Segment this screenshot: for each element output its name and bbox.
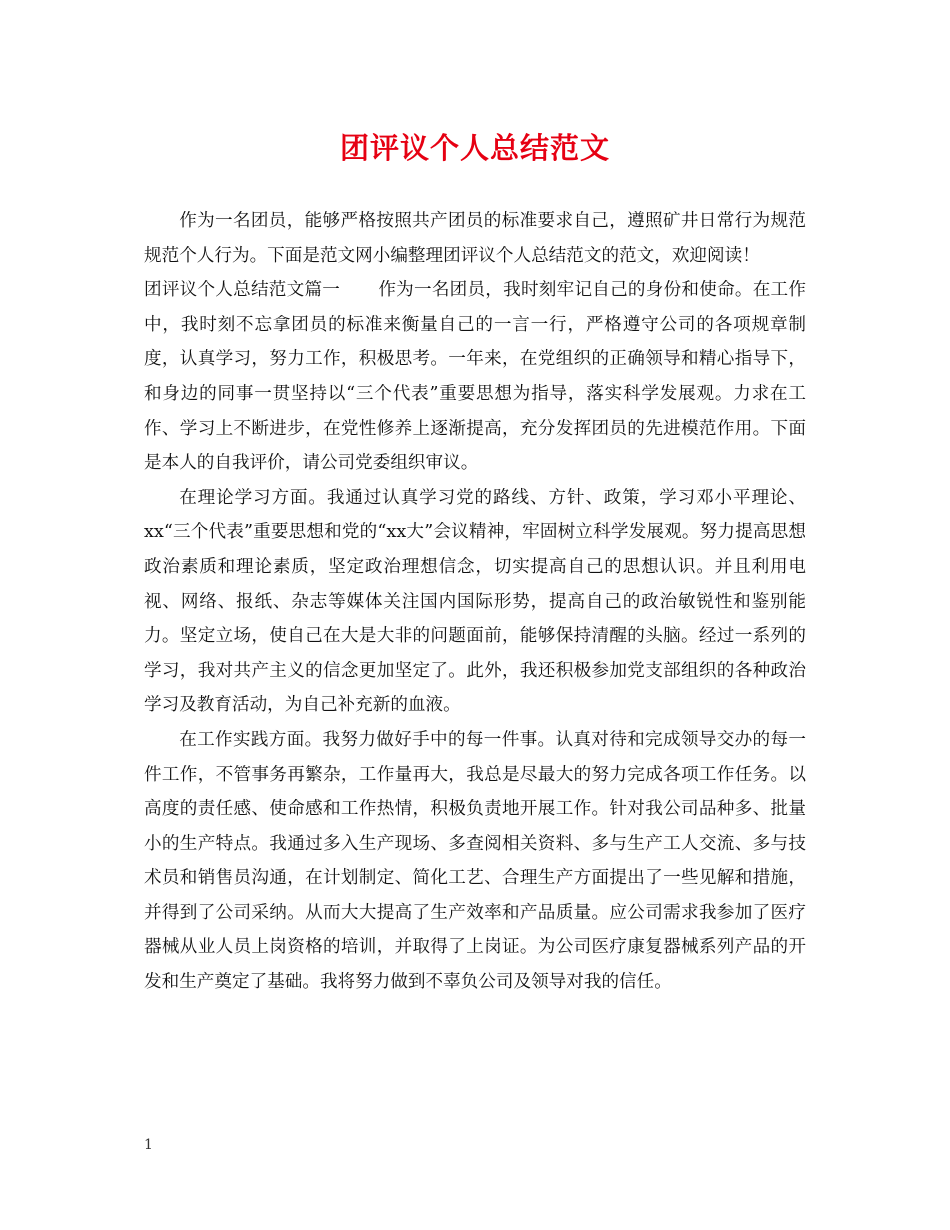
page-number: 1 <box>144 1137 153 1153</box>
intro-paragraph: 作为一名团员，能够严格按照共产团员的标准要求自己，遵照矿井日常行为规范规范个人行为。下面是范文网小编整理团评议个人总结范文的范文，欢迎阅读！ <box>144 211 806 266</box>
section-heading: 团评议个人总结范文篇一 <box>144 280 341 301</box>
section-first-paragraph-text: 作为一名团员，我时刻牢记自己的身份和使命。在工作中，我时刻不忘拿团员的标准来衡量自己的一言一行，严格遵守公司的各项规章制度，认真学习，努力工作，积极思考。一年来，在党组织的正确领导和精心指导下，和身边的同事一贯坚持以“三个代表”重要思想为指导，落实科学发展观。力求在工作、学习上不断进步，在党性修养上逐渐提高，充分发挥团员的先进模范作用。下面是本人的自我评价，请公司党委组织审议。 <box>144 280 806 474</box>
theory-study-paragraph: 在理论学习方面。我通过认真学习党的路线、方针、政策，学习邓小平理论、xx“三个代表”重要思想和党的“xx大”会议精神，牢固树立科学发展观。努力提高思想政治素质和理论素质，坚定政治理想信念，切实提高自己的思想认识。并且利用电视、网络、报纸、杂志等媒体关注国内国际形势，提高自己的政治敏锐性和鉴别能力。坚定立场，使自己在大是大非的问题面前，能够保持清醒的头脑。经过一系列的学习，我对共产主义的信念更加坚定了。此外，我还积极参加党支部组织的各种政治学习及教育活动，为自己补充新的血液。 <box>144 487 806 716</box>
document-title: 团评议个人总结范文 <box>339 131 610 165</box>
work-practice-paragraph: 在工作实践方面。我努力做好手中的每一件事。认真对待和完成领导交办的每一件工作，不管事务再繁杂，工作量再大，我总是尽最大的努力完成各项工作任务。以高度的责任感、使命感和工作热情，积极负责地开展工作。针对我公司品种多、批量小的生产特点。我通过多入生产现场、多查阅相关资料、多与生产工人交流、多与技术员和销售员沟通，在计划制定、简化工艺、合理生产方面提出了一些见解和措施，并得到了公司采纳。从而大大提高了生产效率和产品质量。应公司需求我参加了医疗器械从业人员上岗资格的培训，并取得了上岗证。为公司医疗康复器械系列产品的开发和生产奠定了基础。我将努力做到不辜负公司及领导对我的信任。 <box>144 729 806 993</box>
section-first-paragraph <box>144 273 806 481</box>
document-body <box>144 204 806 1000</box>
